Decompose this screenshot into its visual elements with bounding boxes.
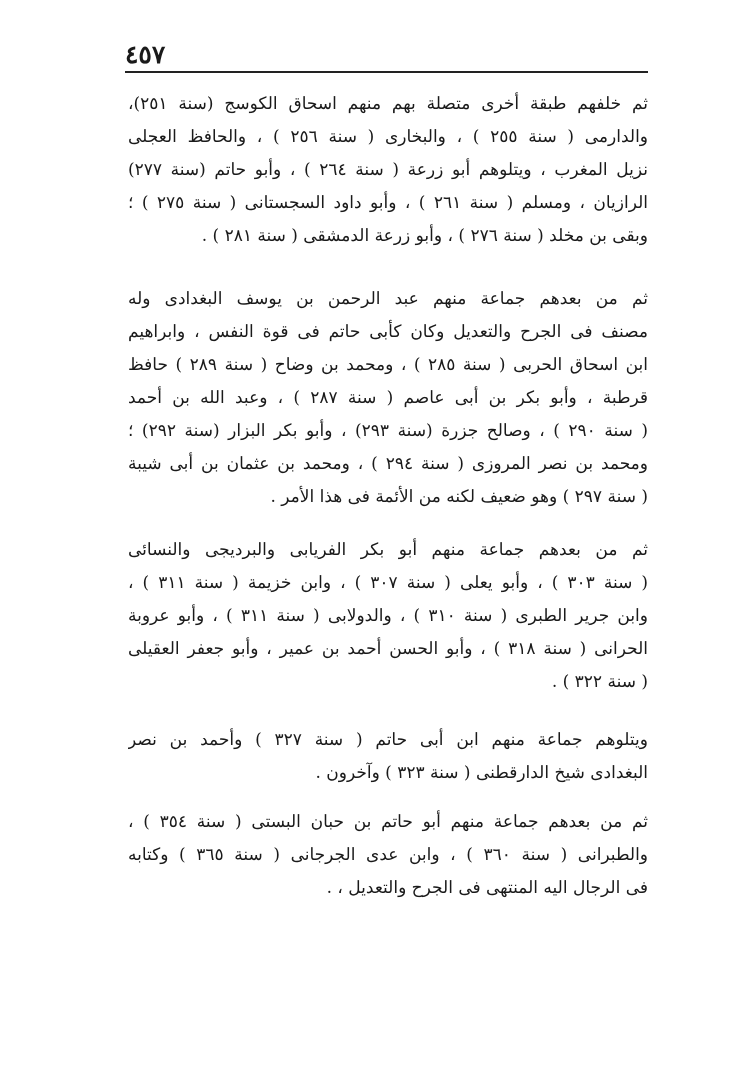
- page-number: ٤٥٧: [125, 40, 166, 69]
- paragraph-1: [128, 88, 648, 253]
- text-line: مصنف فى الجرح والتعديل وكان كأبى حاتم فى قوة النفس ، وابراهيم: [128, 322, 648, 342]
- text-line: قرطبة ، وأبو بكر بن أبى عاصم ( سنة ٢٨٧ ) ، وعبد الله بن أحمد: [128, 388, 648, 408]
- text-line: ثم من بعدهم جماعة منهم عبد الرحمن بن يوسف البغدادى وله: [128, 289, 648, 309]
- text-line: ثم من بعدهم جماعة منهم أبو بكر الفريابى والبرديجى والنسائى: [128, 540, 648, 560]
- text-line: والطبرانى ( سنة ٣٦٠ ) ، وابن عدى الجرجانى ( سنة ٣٦٥ ) وكتابه: [128, 845, 648, 865]
- text-line: ( سنة ٢٩٠ ) ، وصالح جزرة (سنة ٢٩٣) ، وأبو بكر البزار (سنة ٢٩٢) ؛: [128, 421, 648, 441]
- text-line: ثم من بعدهم جماعة منهم أبو حاتم بن حبان البستى ( سنة ٣٥٤ ) ،: [128, 812, 648, 832]
- paragraph-2: [128, 283, 648, 514]
- text-line: ثم خلفهم طبقة أخرى متصلة بهم منهم اسحاق الكوسج (سنة ٢٥١)،: [128, 94, 648, 114]
- text-line: ( سنة ٣٢٢ ) .: [551, 672, 648, 692]
- text-line: الحرانى ( سنة ٣١٨ ) ، وأبو الحسن أحمد بن عمير ، وأبو جعفر العقيلى: [128, 639, 648, 659]
- text-line: والدارمى ( سنة ٢٥٥ ) ، والبخارى ( سنة ٢٥٦ ) ، والحافظ العجلى: [128, 127, 648, 147]
- text-line: ( سنة ٢٩٧ ) وهو ضعيف لكنه من الأئمة فى هذا الأمر .: [270, 487, 648, 507]
- text-line: فى الرجال اليه المنتهى فى الجرح والتعديل ، .: [326, 878, 648, 898]
- paragraph-3: [128, 534, 648, 699]
- page-body: [128, 88, 648, 905]
- text-line: البغدادى شيخ الدارقطنى ( سنة ٣٢٣ ) وآخرون .: [315, 763, 648, 783]
- paragraph-4: [128, 724, 648, 790]
- text-line: ومحمد بن نصر المروزى ( سنة ٢٩٤ ) ، ومحمد بن عثمان بن أبى شيبة: [128, 454, 648, 474]
- text-line: وابن جرير الطبرى ( سنة ٣١٠ ) ، والدولابى ( سنة ٣١١ ) ، وأبو عروبة: [128, 606, 648, 626]
- paragraph-5: [128, 806, 648, 905]
- text-line: الرازيان ، ومسلم ( سنة ٢٦١ ) ، وأبو داود السجستانى ( سنة ٢٧٥ ) ؛: [128, 193, 648, 213]
- text-line: وبقى بن مخلد ( سنة ٢٧٦ ) ، وأبو زرعة الدمشقى ( سنة ٢٨١ ) .: [201, 226, 648, 246]
- text-line: ابن اسحاق الحربى ( سنة ٢٨٥ ) ، ومحمد بن وضاح ( سنة ٢٨٩ ) حافظ: [128, 355, 648, 375]
- text-line: ( سنة ٣٠٣ ) ، وأبو يعلى ( سنة ٣٠٧ ) ، وابن خزيمة ( سنة ٣١١ ) ،: [128, 573, 648, 593]
- header-rule: [125, 71, 648, 73]
- text-line: ويتلوهم جماعة منهم ابن أبى حاتم ( سنة ٣٢٧ ) وأحمد بن نصر: [128, 730, 648, 750]
- text-line: نزيل المغرب ، ويتلوهم أبو زرعة ( سنة ٢٦٤ ) ، وأبو حاتم (سنة ٢٧٧): [128, 160, 648, 180]
